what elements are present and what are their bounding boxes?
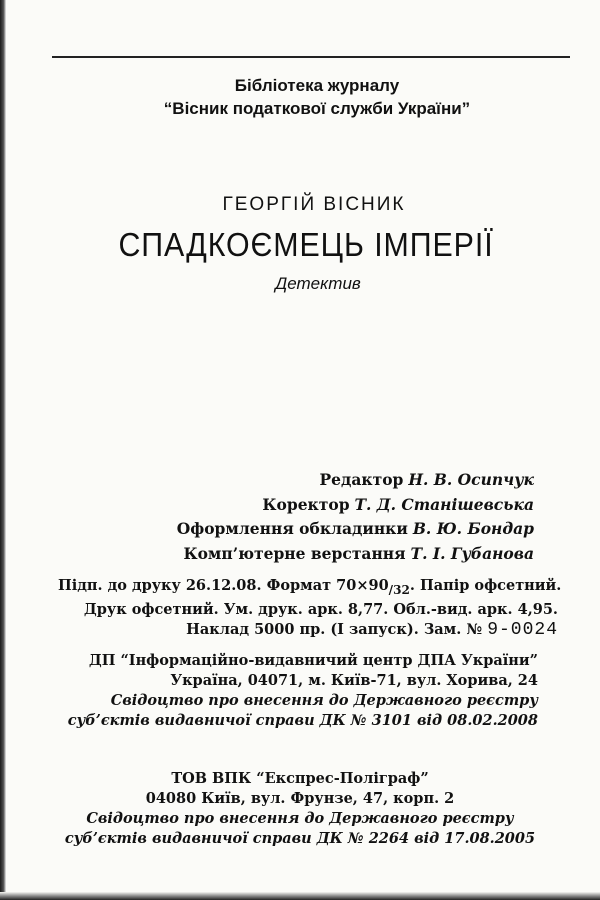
staff-row-proofreader (74, 493, 534, 518)
staff-role: Комп’ютерне верстання (183, 543, 406, 563)
library-line-1: Бібліотека журналу (234, 76, 400, 95)
staff-row-cover (74, 517, 534, 542)
staff-name: В. Ю. Бондар (412, 519, 534, 538)
publisher-block (38, 651, 538, 731)
format-subscript: /32 (388, 582, 410, 597)
editorial-staff (74, 468, 534, 566)
order-number-handwritten: 9-0024 (487, 619, 558, 640)
publisher-certificate-line-1: Свідоцтво про внесення до Державного реєстру (110, 692, 538, 709)
printer-certificate-line-1: Свідоцтво про внесення до Державного реєстру (86, 810, 514, 827)
staff-name: Н. В. Осипчук (408, 470, 534, 489)
printer-address: 04080 Київ, вул. Фрунзе, 47, корп. 2 (145, 790, 455, 807)
staff-name: Т. Д. Станішевська (354, 494, 534, 514)
print-line-2: Друк офсетний. Ум. друк. арк. 8,77. Обл.-вид. арк. 4,95. (83, 600, 558, 618)
publisher-name: ДП “Інформаційно-видавничий центр ДПА України” (88, 652, 538, 669)
staff-name: Т. І. Губанова (410, 543, 534, 563)
staff-role: Оформлення обкладинки (176, 519, 408, 538)
book-genre: Детектив (275, 274, 361, 293)
printer-block (0, 769, 600, 849)
staff-row-editor (74, 468, 534, 493)
print-line-1-end: . Папір офсетний. (409, 577, 562, 594)
publisher-certificate-line-2: суб’єктів видавничої справи ДК № 3101 від 08.02.2008 (67, 712, 538, 729)
top-rule (52, 56, 570, 58)
print-line-1 (58, 576, 562, 600)
print-details (58, 576, 562, 640)
staff-role: Коректор (262, 494, 350, 514)
library-line-2: “Вісник податкової служби України” (163, 99, 471, 118)
printer-certificate-line-2: суб’єктів видавничої справи ДК № 2264 від 17.08.2005 (64, 830, 536, 847)
author-name: ГЕОРГІЙ ВІСНИК (222, 194, 406, 215)
print-line-3 (58, 620, 558, 640)
publisher-address: Україна, 04071, м. Київ-71, вул. Хорива, 24 (170, 672, 538, 689)
page-edge-shadow (0, 0, 6, 900)
print-line-1-start: Підп. до друку 26.12.08. Формат 70×90 (58, 577, 389, 594)
page-bottom-shadow (0, 892, 600, 900)
staff-role: Редактор (319, 470, 404, 489)
printer-name: ТОВ ВПК “Експрес-Поліграф” (171, 770, 429, 787)
staff-row-layout (74, 542, 534, 567)
book-title: СПАДКОЄМЕЦЬ ІМПЕРІЇ (118, 226, 494, 263)
library-series (0, 74, 600, 120)
print-run-text: Наклад 5000 пр. (І запуск). Зам. № (186, 620, 483, 638)
